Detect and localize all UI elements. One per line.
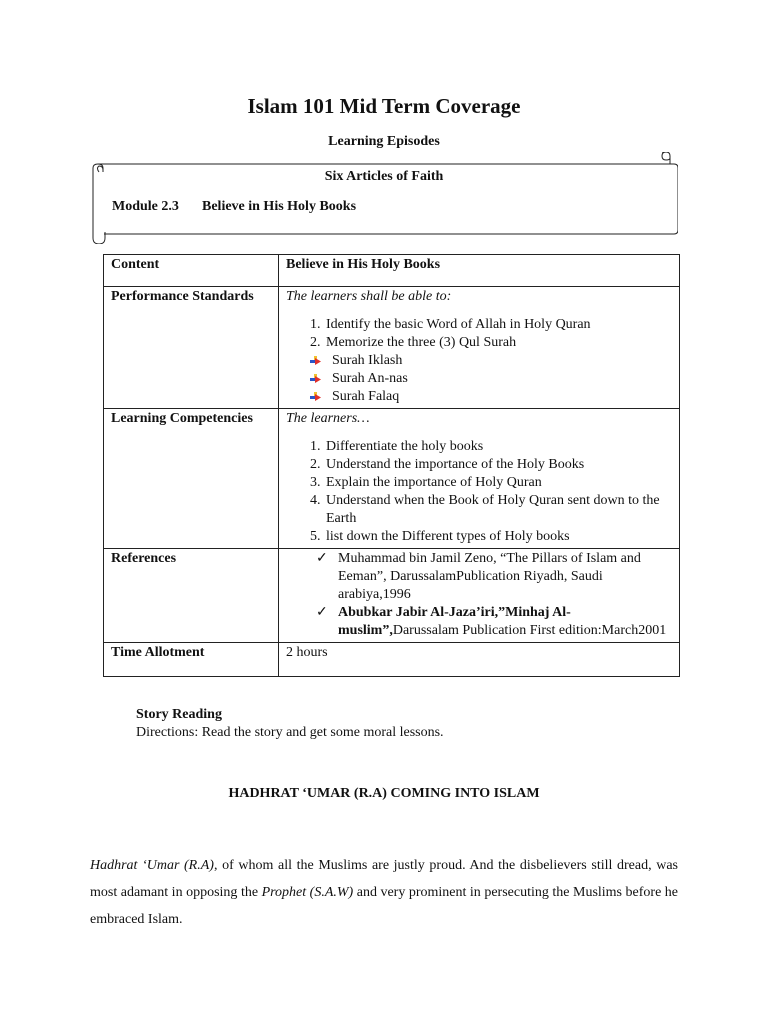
list-item: 5. list down the Different types of Holy books xyxy=(324,528,672,546)
list-item: 4. Understand when the Book of Holy Quran sent down to the Earth xyxy=(324,492,672,528)
arrow-right-icon xyxy=(310,356,322,367)
lesson-table xyxy=(103,254,680,677)
story-prophet: Prophet (S.A.W) xyxy=(261,885,354,900)
document-subtitle: Learning Episodes xyxy=(328,134,440,149)
scroll-frame-graphic xyxy=(90,152,678,244)
time-label: Time Allotment xyxy=(104,643,279,677)
reference-text: Darussalam Publication First edition:March2001 xyxy=(392,623,667,638)
module-title: Believe in His Holy Books xyxy=(202,199,357,214)
story-heading: Story Reading xyxy=(136,707,222,722)
list-item: 3. Explain the importance of Holy Quran xyxy=(324,474,672,492)
scroll-banner xyxy=(90,152,678,244)
check-icon: ✓ xyxy=(316,605,328,620)
story-text: , of whom all the Muslims are justly proud. And the disbelievers still dread, was most adamant in opposing the xyxy=(90,858,678,900)
module-number: Module 2.3 xyxy=(112,199,179,214)
story-title: HADHRAT ‘UMAR (R.A) COMING INTO ISLAM xyxy=(228,786,540,801)
list-item xyxy=(308,352,672,370)
list-item xyxy=(308,388,672,406)
surah-list xyxy=(286,352,672,406)
references-cell xyxy=(279,549,680,643)
competencies-intro: The learners… xyxy=(286,411,370,426)
performance-label: Performance Standards xyxy=(104,287,279,409)
list-item: 2. Memorize the three (3) Qul Surah xyxy=(324,334,672,352)
list-item: 1. Differentiate the holy books xyxy=(324,438,672,456)
surah-name: Surah Falaq xyxy=(332,389,400,404)
list-item: 1. Identify the basic Word of Allah in Holy Quran xyxy=(324,316,672,334)
list-item: 2. Understand the importance of the Holy Books xyxy=(324,456,672,474)
story-name: Hadhrat ‘Umar (R.A) xyxy=(90,858,214,873)
time-value: 2 hours xyxy=(279,643,680,677)
table-row-content xyxy=(104,255,680,287)
reference-author: Abubkar Jabir Al-Jaza’iri,”Minhaj Al-muslim”, xyxy=(338,605,571,638)
module-line xyxy=(112,199,356,215)
performance-intro: The learners shall be able to: xyxy=(286,289,452,304)
table-row-references xyxy=(104,549,680,643)
content-value: Believe in His Holy Books xyxy=(279,255,680,287)
competencies-cell xyxy=(279,409,680,549)
table-row-competencies xyxy=(104,409,680,549)
references-list xyxy=(286,550,672,640)
list-item xyxy=(316,604,672,640)
list-item xyxy=(316,550,672,604)
scroll-heading: Six Articles of Faith xyxy=(324,169,444,184)
references-label: References xyxy=(104,549,279,643)
reference-text: Muhammad bin Jamil Zeno, “The Pillars of Islam and Eeman”, DarussalamPublication Riyadh, Saudi arabiya,1996 xyxy=(338,551,641,602)
surah-name: Surah An-nas xyxy=(332,371,408,386)
competencies-label: Learning Competencies xyxy=(104,409,279,549)
document-title: Islam 101 Mid Term Coverage xyxy=(247,94,521,118)
performance-list xyxy=(286,316,672,352)
arrow-right-icon xyxy=(310,392,322,403)
story-text: and very prominent in persecuting the Muslims before he embraced Islam. xyxy=(90,885,679,927)
competencies-list xyxy=(286,438,672,546)
performance-cell xyxy=(279,287,680,409)
story-paragraph xyxy=(90,852,678,933)
check-icon: ✓ xyxy=(316,551,328,566)
story-directions: Directions: Read the story and get some moral lessons. xyxy=(136,725,444,740)
list-item xyxy=(308,370,672,388)
table-row-performance xyxy=(104,287,680,409)
surah-name: Surah Iklash xyxy=(332,353,403,368)
arrow-right-icon xyxy=(310,374,322,385)
content-label: Content xyxy=(104,255,279,287)
table-row-time xyxy=(104,643,680,677)
